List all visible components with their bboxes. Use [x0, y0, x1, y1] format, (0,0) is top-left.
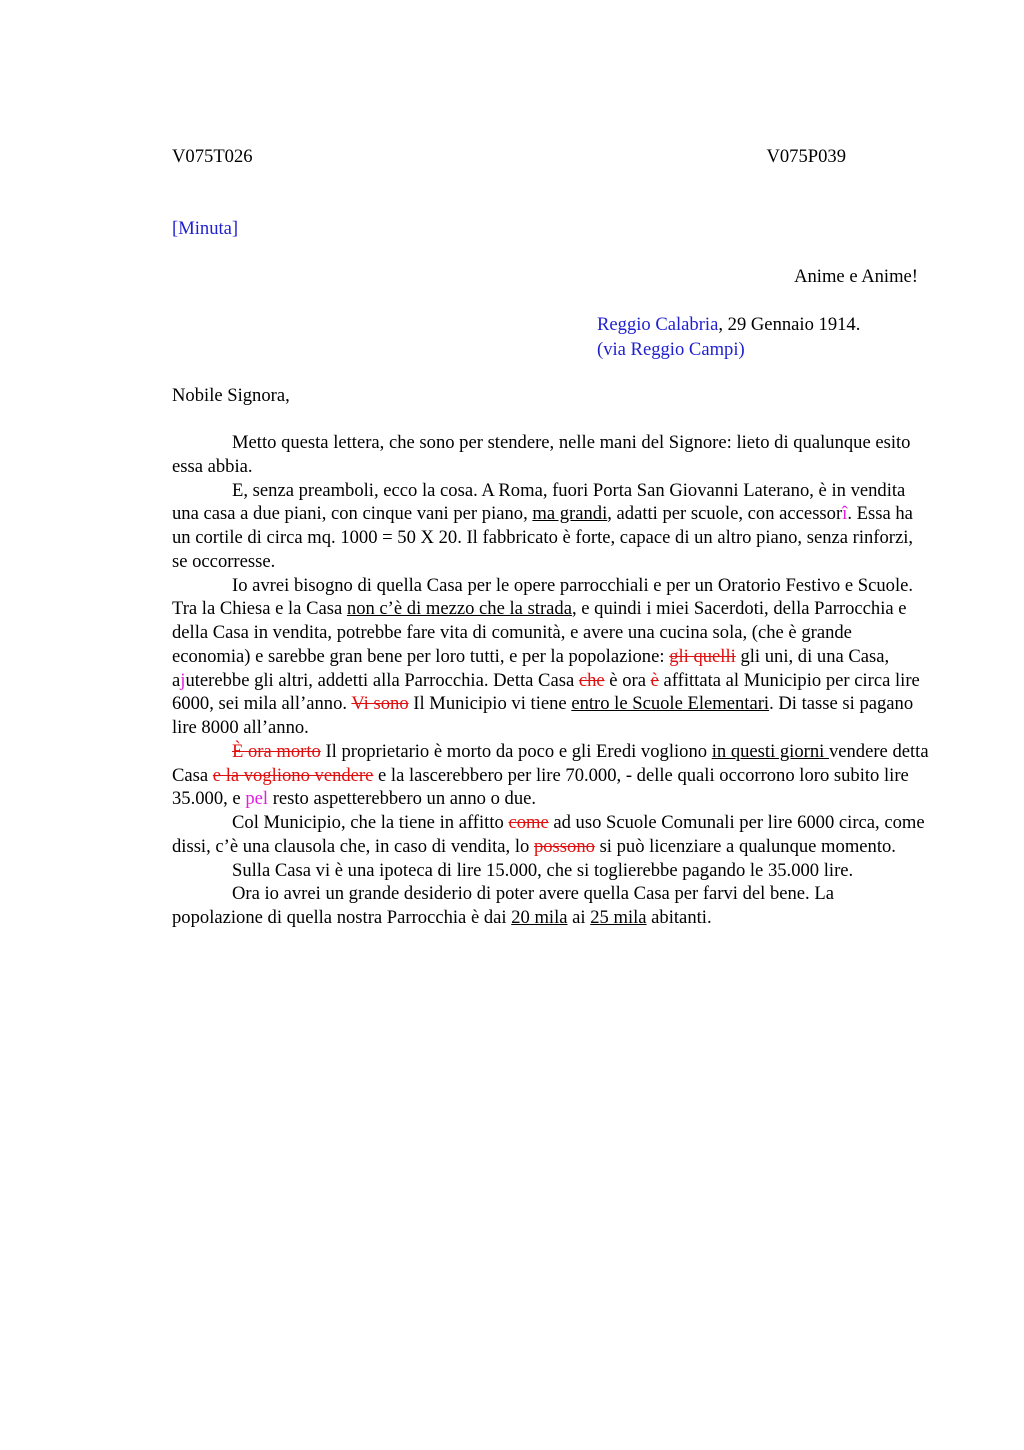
- text: ad uso Scuole Comunali per lire 6000 circa, come dissi, c’è una clausola che, in caso di vendita, lo: [172, 812, 925, 857]
- motto: Anime e Anime!: [794, 266, 918, 287]
- text: Il proprietario è morto da poco e gli Eredi vogliono: [320, 740, 712, 762]
- text: Io avrei bisogno di quella Casa per le opere parrocchiali e per un Oratorio Festivo e Scuole. Tra la Chiesa e la Casa: [172, 574, 914, 620]
- deleted-text: come: [508, 812, 549, 833]
- deleted-text: Vi sono: [351, 693, 409, 715]
- text: Il Municipio vi tiene: [408, 693, 572, 715]
- underlined-text: in questi giorni: [711, 740, 829, 762]
- dateline-line: [597, 313, 860, 338]
- paragraph-2: [172, 479, 929, 574]
- text: si può licenziare a qualunque momento.: [594, 835, 896, 857]
- paragraph-4: [172, 740, 929, 811]
- deleted-text: è: [650, 669, 659, 691]
- code-right: V075P039: [766, 146, 846, 167]
- paragraph-7: [172, 882, 929, 930]
- paragraph-3: [172, 574, 929, 740]
- paragraph-6: Sulla Casa vi è una ipoteca di lire 15.000, che si toglierebbe pagando le 35.000 lire.: [232, 859, 854, 881]
- text: Col Municipio, che la tiene in affitto: [232, 812, 509, 833]
- text: , e quindi i miei Sacerdoti, della Parrocchia e della Casa in vendita, potrebbe fare vita di comunità, e avere una cucina sola, (che è grande economia) e sarebbe gran bene per loro tutti, e per la popolazione:: [172, 598, 907, 667]
- text: . Essa ha un cortile di circa mq. 1000 = 50 X 20. Il fabbricato è forte, capace di un altro piano, senza rinforzi, se occorresse.: [172, 503, 914, 572]
- underlined-text: ma grandi: [532, 503, 608, 525]
- correction-text: j: [180, 669, 186, 691]
- text: Ora io avrei un grande desiderio di poter avere quella Casa per farvi del bene. La popolazione di quella nostra Parrocchia è dai: [172, 883, 834, 928]
- text: uterebbe gli altri, addetti alla Parrocchia. Detta Casa: [185, 669, 579, 691]
- text: abitanti.: [646, 907, 712, 928]
- underlined-text: non c’è di mezzo che la strada: [346, 598, 572, 620]
- code-left: V075T026: [172, 146, 253, 167]
- text: affittata al Municipio per circa lire 6000, sei mila all’anno.: [172, 669, 920, 715]
- dateline: [597, 313, 860, 362]
- letter-body: [172, 431, 929, 930]
- correction-text: pel: [245, 788, 269, 810]
- text: vendere detta Casa: [172, 740, 929, 786]
- text: E, senza preamboli, ecco la cosa. A Roma, fuori Porta San Giovanni Laterano, è in vendita una casa a due piani, con cinque vani per piano,: [172, 479, 906, 525]
- underlined-text: entro le Scuole Elementari: [571, 693, 770, 715]
- text: e la lascerebbero per lire 70.000, - delle quali occorrono loro subito lire 35.000, e: [172, 764, 909, 810]
- underlined-text: 20 mila: [511, 907, 568, 928]
- paragraph-1: Metto questa lettera, che sono per stendere, nelle mani del Signore: lieto di qualunque esito essa abbia.: [172, 432, 911, 477]
- deleted-text: che: [578, 669, 605, 691]
- text: . Di tasse si pagano lire 8000 all’anno.: [172, 693, 914, 738]
- paragraph-5: [172, 811, 929, 859]
- deleted-text: e la vogliono vendere: [212, 764, 374, 786]
- salutation: Nobile Signora,: [172, 385, 290, 406]
- underlined-text: 25 mila: [590, 907, 647, 928]
- correction-text: î: [842, 503, 848, 525]
- date: , 29 Gennaio 1914.: [718, 314, 861, 335]
- text: è ora: [604, 669, 651, 691]
- text: resto aspetterebbero un anno o due.: [268, 788, 537, 810]
- deleted-text: È ora morto: [232, 740, 321, 762]
- text: ai: [567, 907, 591, 928]
- text: , adatti per scuole, con accessor: [607, 503, 843, 525]
- document-codes: [172, 146, 846, 170]
- minuta-label: [Minuta]: [172, 218, 239, 239]
- deleted-text: gli quelli: [669, 645, 736, 667]
- deleted-text: possono: [533, 835, 595, 857]
- via: (via Reggio Campi): [597, 338, 745, 360]
- place: Reggio Calabria: [597, 314, 719, 335]
- text: gli uni, di una Casa, a: [172, 645, 890, 691]
